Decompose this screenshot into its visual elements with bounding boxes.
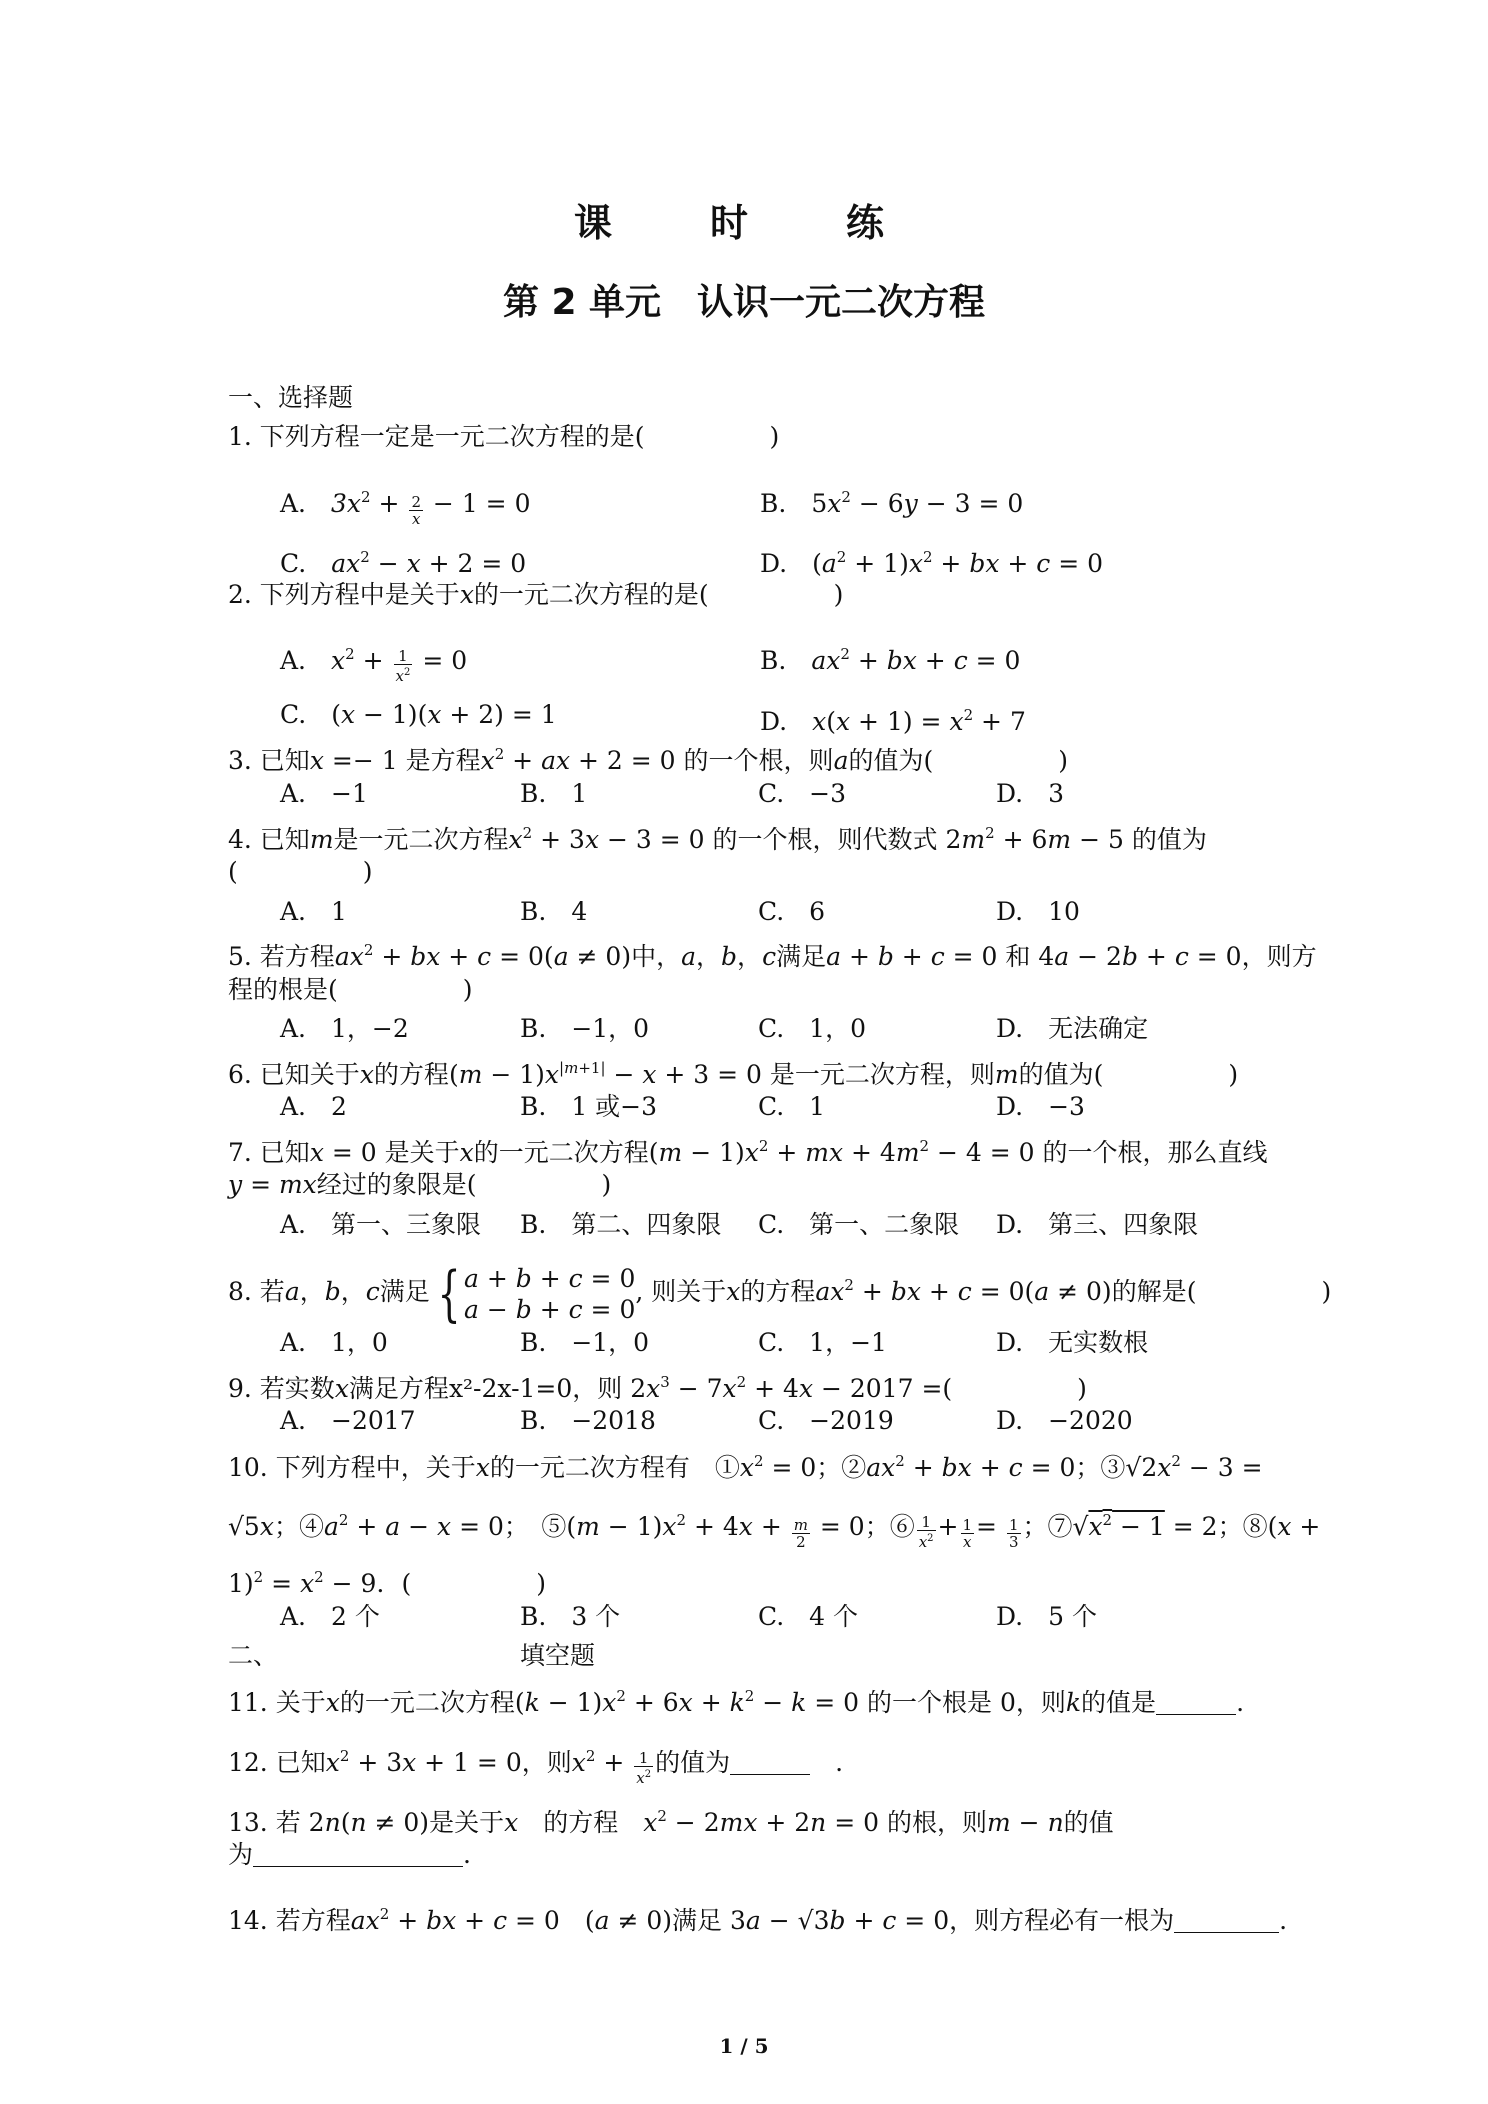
q13-stem: 13. 若 2n(n ≠ 0)是关于x 的方程 $x^2 - 2mx + 2n = 0$ 的根，则m − n的值 bbox=[228, 1807, 1114, 1837]
q10-option-d: D. 5 个 bbox=[996, 1602, 1097, 1631]
q6-option-c: C. 1 bbox=[758, 1092, 826, 1121]
q6-stem: 6. 已知关于x的方程$(m - 1)x^{|m+1|} - x + 3 = 0$ 是一元二次方程，则m的值为( ) bbox=[228, 1059, 1239, 1089]
q2-stem: 2. 下列方程中是关于x的一元二次方程的是( ) bbox=[228, 580, 844, 609]
q3-option-b: B. 1 bbox=[520, 779, 588, 808]
q5-option-d: D. 无法确定 bbox=[996, 1014, 1149, 1043]
q7-option-b: B. 第二、四象限 bbox=[520, 1210, 722, 1239]
q10-stem-line3: $1)^2 = x^2 - 9$．( ) bbox=[228, 1568, 546, 1598]
q9-option-b: B. −2018 bbox=[520, 1406, 656, 1435]
q9-option-d: D. −2020 bbox=[996, 1406, 1133, 1435]
q7-option-d: D. 第三、四象限 bbox=[996, 1210, 1199, 1239]
q13-answer-blank[interactable] bbox=[253, 1844, 463, 1867]
q1-stem: 1. 下列方程一定是一元二次方程的是( ) bbox=[228, 422, 780, 451]
section-fill-prefix: 二、 bbox=[228, 1641, 279, 1670]
q11-stem: 11. 关于x的一元二次方程$(k - 1)x^2 + 6x + k^2 - k = 0$ 的一个根是 0，则k的值是 . bbox=[228, 1687, 1245, 1717]
q13-stem-line2: 为 . bbox=[228, 1840, 471, 1869]
q4-option-d: D. 10 bbox=[996, 897, 1080, 926]
q3-option-a: A. −1 bbox=[280, 779, 368, 808]
q9-option-c: C. −2019 bbox=[758, 1406, 894, 1435]
q10-stem: 10. 下列方程中，关于x的一元二次方程有 $①x^2 = 0$；$②ax^2$ + bx + c = 0；$③√2x^2 - 3$ = bbox=[228, 1452, 1263, 1482]
q2-option-c: C. (x − 1)(x + 2) = 1 bbox=[280, 700, 557, 729]
q2-option-b: B. $ax^2$ + bx + c = 0 bbox=[760, 645, 1021, 675]
q5-option-c: C. 1，0 bbox=[758, 1014, 866, 1043]
q4-option-a: A. 1 bbox=[280, 897, 347, 926]
q3-option-c: C. −3 bbox=[758, 779, 847, 808]
q10-option-b: B. 3 个 bbox=[520, 1602, 621, 1631]
q1-option-d: D. $(a^2 + 1)x^2$ + bx + c = 0 bbox=[760, 548, 1104, 578]
q5-option-b: B. −1，0 bbox=[520, 1014, 650, 1043]
q10-stem-line2: √5x；$④a^2 + a - x = 0$； ⑤(m − $1)x^2 + 4x$ + $\frac{m}{2}$ = 0；⑥ $\frac{1}{x^2}$ + $\frac{1}{x}$ = $\frac{1}{3}$ ；$⑦√x^2 - 1 = 2$；⑧(x + bbox=[228, 1511, 1321, 1551]
q4-paren: ( ) bbox=[228, 857, 373, 886]
q8-option-b: B. −1，0 bbox=[520, 1328, 650, 1357]
q3-stem: 3. 已知x =− 1 是方程$x^2$ + ax + 2 = 0 的一个根，则a的值为( ) bbox=[228, 745, 1068, 775]
q2-option-d: D. $x(x + 1) = x^2 + 7$ bbox=[760, 706, 1026, 736]
q8-option-d: D. 无实数根 bbox=[996, 1328, 1149, 1357]
section-fill-heading: 填空题 bbox=[520, 1641, 596, 1670]
q5-stem: 5. 若方程$ax^2$ + bx + c = 0(a ≠ 0)中，a，b，c满足a + b + c = 0 和 4a − 2b + c = 0，则方 bbox=[228, 941, 1317, 971]
q9-option-a: A. −2017 bbox=[280, 1406, 416, 1435]
page-number: 1 / 5 bbox=[719, 2034, 769, 2058]
q8-option-a: A. 1，0 bbox=[280, 1328, 388, 1357]
q2-option-a: A. $x^2$ + $\frac{1}{x^2}$ = 0 bbox=[280, 645, 468, 685]
q6-option-d: D. −3 bbox=[996, 1092, 1085, 1121]
q3-option-d: D. 3 bbox=[996, 779, 1065, 808]
section-choice-heading: 一、选择题 bbox=[228, 383, 354, 412]
q5-option-a: A. 1，−2 bbox=[280, 1014, 409, 1043]
q1-option-c: C. $ax^2 - x + 2 = 0$ bbox=[280, 548, 527, 578]
q14-stem: 14. 若方程$ax^2$ + bx + c = 0 (a ≠ 0)满足 3a − √3b + c = 0，则方程必有一根为 . bbox=[228, 1905, 1288, 1935]
q1-option-a: A. $3x^2$ + $\frac{2}{x}$ − 1 = 0 bbox=[280, 488, 531, 528]
q6-option-a: A. 2 bbox=[280, 1092, 347, 1121]
q9-stem: 9. 若实数x满足方程x²-2x-1=0，则 $2x^3 - 7x^2 + 4x - 2017$ =( ) bbox=[228, 1373, 1087, 1403]
q4-option-b: B. 4 bbox=[520, 897, 588, 926]
q12-stem: 12. 已知$x^2 + 3x + 1 = 0$，则$x^2$ + $\frac{1}{x^2}$ 的值为 . bbox=[228, 1747, 844, 1787]
q4-stem: 4. 已知m是一元二次方程$x^2 + 3x - 3 = 0$ 的一个根，则代数式 $2m^2 + 6m - 5$ 的值为 bbox=[228, 824, 1207, 854]
q7-stem-line2: y = mx经过的象限是( ) bbox=[228, 1170, 612, 1199]
page-title: 课 时 练 bbox=[573, 201, 914, 245]
q4-option-c: C. 6 bbox=[758, 897, 826, 926]
q7-option-c: C. 第一、二象限 bbox=[758, 1210, 960, 1239]
q1-option-b: B. $5x^2 - 6y - 3 = 0$ bbox=[760, 488, 1024, 518]
q8-option-c: C. 1，−1 bbox=[758, 1328, 887, 1357]
unit-title: 第 2 单元 认识一元二次方程 bbox=[502, 282, 986, 323]
q5-stem-line2: 程的根是( ) bbox=[228, 975, 473, 1004]
q7-stem: 7. 已知x = 0 是关于x的一元二次方程$(m - 1)x^2$ + mx + $4m^2 - 4 = 0$ 的一个根，那么直线 bbox=[228, 1137, 1268, 1167]
q7-option-a: A. 第一、三象限 bbox=[280, 1210, 482, 1239]
q10-option-a: A. 2 个 bbox=[280, 1602, 380, 1631]
q12-answer-blank[interactable] bbox=[730, 1752, 810, 1775]
q14-answer-blank[interactable] bbox=[1174, 1910, 1279, 1933]
q6-option-b: B. 1 或−3 bbox=[520, 1092, 658, 1121]
q10-option-c: C. 4 个 bbox=[758, 1602, 859, 1631]
q8-stem: 8. 若a，b，c满足 { a + b + c = 0 a − b + c = 0 , 则关于x的方程$ax^2$ + bx + c = 0(a ≠ 0)的解是( ) bbox=[228, 1258, 1332, 1329]
q11-answer-blank[interactable] bbox=[1156, 1692, 1236, 1715]
